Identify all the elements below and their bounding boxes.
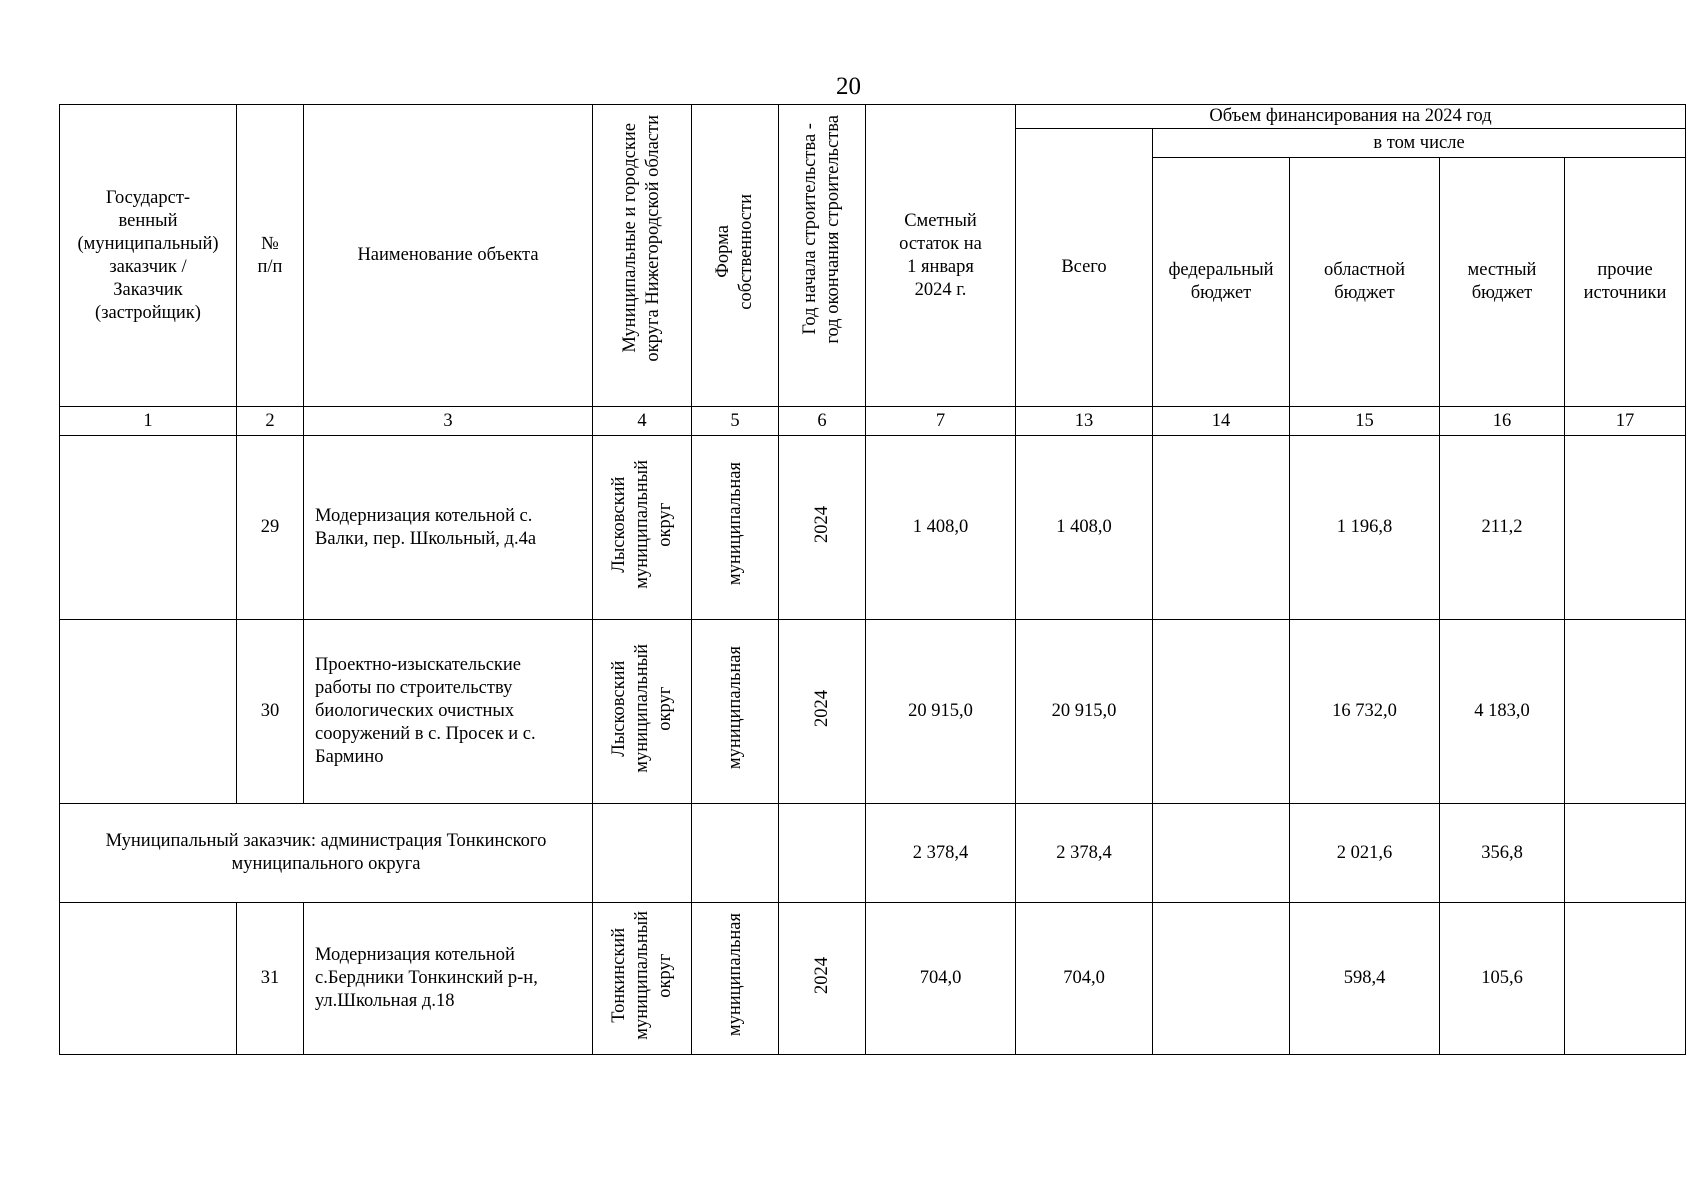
row-customer-cell bbox=[60, 903, 237, 1055]
investment-program-table bbox=[59, 104, 1686, 1055]
colnum-15: 15 bbox=[1290, 407, 1440, 436]
row-estimate: 20 915,0 bbox=[866, 620, 1016, 804]
header-municipality-text: Муниципальные и городские округа Нижегородской области bbox=[620, 115, 663, 362]
row-municipality-text: Лысковский муниципальный округ bbox=[608, 459, 675, 589]
row-municipality-text: Тонкинский муниципальный округ bbox=[608, 910, 675, 1040]
group-local: 356,8 bbox=[1440, 804, 1565, 903]
row-num: 31 bbox=[237, 903, 304, 1055]
row-ownership bbox=[692, 620, 779, 804]
header-regional: областной бюджет bbox=[1290, 158, 1440, 407]
table-row bbox=[60, 903, 1686, 1055]
header-object-name: Наименование объекта bbox=[304, 105, 593, 407]
row-total: 20 915,0 bbox=[1016, 620, 1153, 804]
row-object-name: Модернизация котельной с.Бердники Тонкинский р-н, ул.Школьная д.18 bbox=[304, 903, 593, 1055]
row-federal bbox=[1153, 620, 1290, 804]
row-num: 29 bbox=[237, 436, 304, 620]
row-regional: 598,4 bbox=[1290, 903, 1440, 1055]
row-ownership-text: муниципальная bbox=[724, 646, 745, 770]
colnum-14: 14 bbox=[1153, 407, 1290, 436]
row-ownership-text: муниципальная bbox=[724, 462, 745, 586]
colnum-2: 2 bbox=[237, 407, 304, 436]
group-federal bbox=[1153, 804, 1290, 903]
header-federal: федеральный бюджет bbox=[1153, 158, 1290, 407]
colnum-3: 3 bbox=[304, 407, 593, 436]
group-other bbox=[1565, 804, 1686, 903]
header-num: № п/п bbox=[237, 105, 304, 407]
group-ownership bbox=[692, 804, 779, 903]
row-object-name: Модернизация котельной с. Валки, пер. Школьный, д.4а bbox=[304, 436, 593, 620]
header-years-text: Год начала строительства - год окончания строительства bbox=[800, 115, 843, 344]
row-municipality-text: Лысковский муниципальный округ bbox=[608, 643, 675, 773]
row-other bbox=[1565, 903, 1686, 1055]
column-numbers-row bbox=[60, 407, 1686, 436]
header-including: в том числе bbox=[1153, 129, 1686, 158]
group-row bbox=[60, 804, 1686, 903]
header-customer: Государст- венный (муниципальный) заказчик / Заказчик (застройщик) bbox=[60, 105, 237, 407]
header-years bbox=[779, 105, 866, 407]
row-ownership-text: муниципальная bbox=[724, 913, 745, 1037]
row-other bbox=[1565, 436, 1686, 620]
header-other: прочие источники bbox=[1565, 158, 1686, 407]
group-municipality bbox=[593, 804, 692, 903]
colnum-13: 13 bbox=[1016, 407, 1153, 436]
header-ownership bbox=[692, 105, 779, 407]
row-object-name: Проектно-изыскательские работы по строительству биологических очистных сооружений в с. Просек и с. Бармино bbox=[304, 620, 593, 804]
colnum-17: 17 bbox=[1565, 407, 1686, 436]
row-year-text: 2024 bbox=[811, 956, 832, 994]
row-year-text: 2024 bbox=[811, 689, 832, 727]
row-customer-cell bbox=[60, 436, 237, 620]
header-local: местный бюджет bbox=[1440, 158, 1565, 407]
row-num: 30 bbox=[237, 620, 304, 804]
row-federal bbox=[1153, 903, 1290, 1055]
row-ownership bbox=[692, 436, 779, 620]
row-other bbox=[1565, 620, 1686, 804]
row-regional: 1 196,8 bbox=[1290, 436, 1440, 620]
group-total: 2 378,4 bbox=[1016, 804, 1153, 903]
group-customer: Муниципальный заказчик: администрация Тонкинского муниципального округа bbox=[60, 804, 593, 903]
header-row-1 bbox=[60, 105, 1686, 129]
row-total: 1 408,0 bbox=[1016, 436, 1153, 620]
header-ownership-text: Форма собственности bbox=[713, 194, 756, 310]
row-estimate: 1 408,0 bbox=[866, 436, 1016, 620]
colnum-16: 16 bbox=[1440, 407, 1565, 436]
row-ownership bbox=[692, 903, 779, 1055]
group-regional: 2 021,6 bbox=[1290, 804, 1440, 903]
row-year bbox=[779, 620, 866, 804]
header-municipality bbox=[593, 105, 692, 407]
row-year bbox=[779, 903, 866, 1055]
colnum-7: 7 bbox=[866, 407, 1016, 436]
colnum-5: 5 bbox=[692, 407, 779, 436]
colnum-6: 6 bbox=[779, 407, 866, 436]
group-estimate: 2 378,4 bbox=[866, 804, 1016, 903]
row-estimate: 704,0 bbox=[866, 903, 1016, 1055]
header-estimate-balance: Сметный остаток на 1 января 2024 г. bbox=[866, 105, 1016, 407]
colnum-1: 1 bbox=[60, 407, 237, 436]
row-local: 4 183,0 bbox=[1440, 620, 1565, 804]
row-federal bbox=[1153, 436, 1290, 620]
row-local: 211,2 bbox=[1440, 436, 1565, 620]
table-row bbox=[60, 620, 1686, 804]
table-row bbox=[60, 436, 1686, 620]
header-total: Всего bbox=[1016, 129, 1153, 407]
row-municipality bbox=[593, 436, 692, 620]
row-year-text: 2024 bbox=[811, 505, 832, 543]
row-municipality bbox=[593, 620, 692, 804]
colnum-4: 4 bbox=[593, 407, 692, 436]
row-regional: 16 732,0 bbox=[1290, 620, 1440, 804]
page-number: 20 bbox=[836, 73, 861, 100]
row-total: 704,0 bbox=[1016, 903, 1153, 1055]
row-municipality bbox=[593, 903, 692, 1055]
header-funding-group: Объем финансирования на 2024 год bbox=[1016, 105, 1686, 129]
row-local: 105,6 bbox=[1440, 903, 1565, 1055]
row-customer-cell bbox=[60, 620, 237, 804]
group-year bbox=[779, 804, 866, 903]
row-year bbox=[779, 436, 866, 620]
